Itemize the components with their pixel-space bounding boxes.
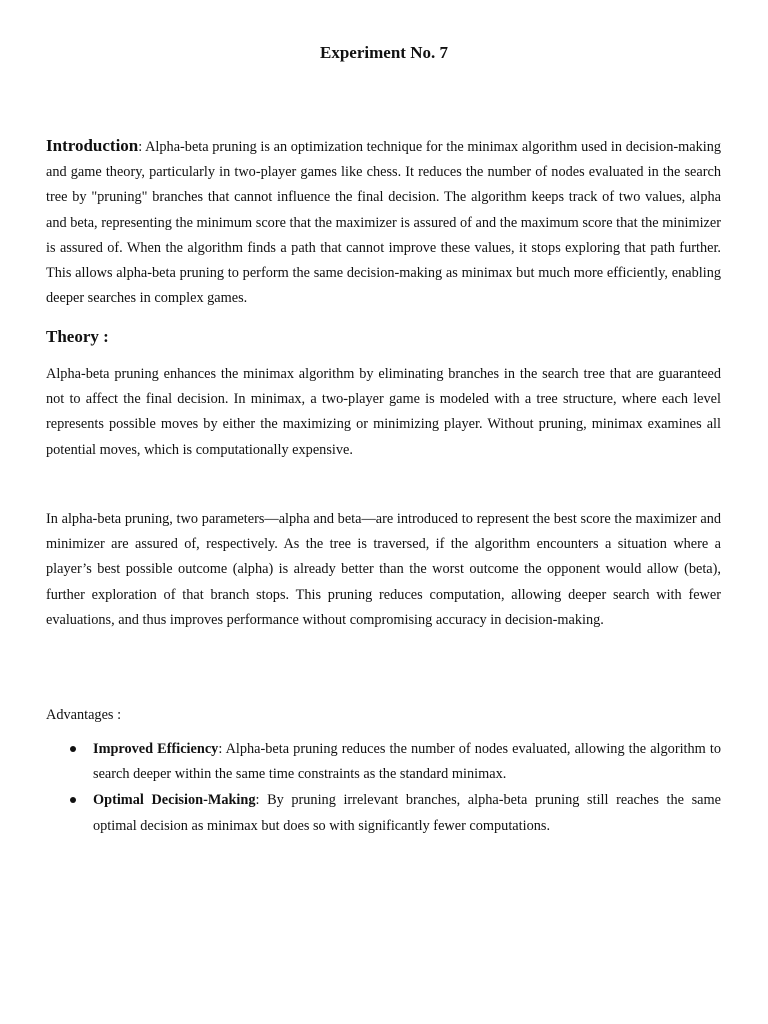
advantage-text: : By pruning irrelevant branches, alpha-beta pruning still reaches the same optimal decision as minimax but does so with significantly fewer computations. [93,792,721,834]
introduction-label: Introduction [46,136,139,155]
theory-heading: Theory : [46,327,109,346]
advantage-item-optimal-decision [46,788,721,838]
advantage-item-efficiency [46,737,721,787]
advantages-list [46,737,721,840]
bullet-icon [70,746,76,752]
theory-paragraph-1: Alpha-beta pruning enhances the minimax algorithm by eliminating branches in the search tree that are guaranteed not to affect the final decision. In minimax, a two-player game is modeled with a tree structure, where each level represents possible moves by either the maximizing or minimizing player. Without pruning, minimax examines all potential moves, which is computationally expensive. [46,366,721,458]
introduction-colon: : [138,139,146,155]
advantage-title: Improved Efficiency [93,741,219,757]
introduction-paragraph [46,133,721,311]
experiment-title: Experiment No. 7 [320,43,448,62]
advantage-text: : Alpha-beta pruning reduces the number of nodes evaluated, allowing the algorithm to search deeper within the same time constraints as the standard minimax. [93,741,721,783]
advantages-label: Advantages : [46,707,122,723]
theory-paragraph-2: In alpha-beta pruning, two parameters—alpha and beta—are introduced to represent the best score the maximizer and minimizer are assured of, respectively. As the tree is traversed, if the algorithm encounters a situation where a player’s best possible outcome (alpha) is already better than the worst outcome the opponent would allow (beta), further exploration of that branch stops. This pruning reduces computation, allowing deeper search with fewer evaluations, and thus improves performance without compromising accuracy in decision-making. [46,511,721,628]
introduction-text: Alpha-beta pruning is an optimization technique for the minimax algorithm used in decision-making and game theory, particularly in two-player games like chess. It reduces the number of nodes evaluated in the search tree by "pruning" branches that cannot influence the final decision. The algorithm keeps track of two values, alpha and beta, representing the minimum score that the maximizer is assured of and the maximum score that the minimizer is assured of. When the algorithm finds a path that cannot improve these values, it stops exploring that path further. This allows alpha-beta pruning to perform the same decision-making as minimax but much more efficiently, enabling deeper searches in complex games. [46,139,721,307]
advantage-title: Optimal Decision-Making [93,792,256,809]
bullet-icon [70,797,76,803]
